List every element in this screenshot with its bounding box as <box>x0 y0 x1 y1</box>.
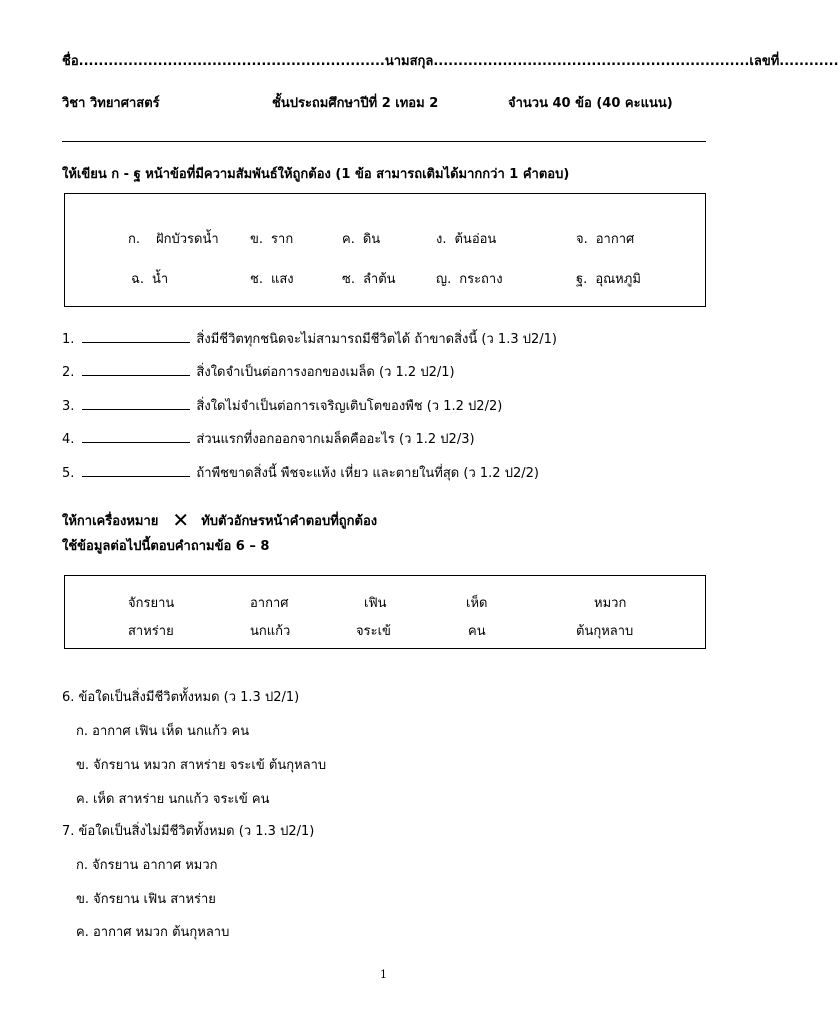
surname-label: นามสกุล <box>384 54 434 69</box>
part2-instruction: ให้กาเครื่องหมาย ✕ ทับตัวอักษรหน้าคำตอบที่ถูกต้อง <box>62 508 378 532</box>
answer-blank-1[interactable] <box>82 331 190 343</box>
x-mark-icon: ✕ <box>172 508 190 532</box>
choice-so-so: ซ. ลำต้น <box>342 272 396 287</box>
q6-option-kho-khwai[interactable]: ค. เห็ด สาหร่าย นกแก้ว จระเข้ คน <box>76 792 270 807</box>
question-2: 2. สิ่งใดจำเป็นต่อการงอกของเมล็ด (ว 1.2 ป2/1) <box>62 365 455 380</box>
name-dots: .............................................................. <box>78 54 385 69</box>
answer-blank-2[interactable] <box>82 364 190 376</box>
answer-blank-5[interactable] <box>82 465 190 477</box>
choice-tho-than: ฐ. อุณหภูมิ <box>576 272 641 287</box>
q6-option-ko[interactable]: ก. อากาศ เฟิน เห็ด นกแก้ว คน <box>76 724 250 739</box>
question-6: 6. ข้อใดเป็นสิ่งมีชีวิตทั้งหมด (ว 1.3 ป2/1) <box>62 690 300 705</box>
question-5: 5. ถ้าพืชขาดสิ่งนี้ พืชจะแห้ง เหี่ยว และตายในที่สุด (ว 1.2 ป2/2) <box>62 466 539 481</box>
part1-instruction: ให้เขียน ก - ฐ หน้าข้อที่มีความสัมพันธ์ให้ถูกต้อง (1 ข้อ สามารถเติมได้มากกว่า 1 คำตอบ) <box>62 167 570 182</box>
word-item: เฟิน <box>364 596 387 611</box>
word-item: สาหร่าย <box>128 624 174 639</box>
choice-yo-ying: ญ. กระถาง <box>436 272 503 287</box>
choice-ko: ก. ฝักบัวรดน้ำ <box>128 232 219 247</box>
name-label: ชื่อ <box>62 54 79 69</box>
choice-ngo: ง. ต้นอ่อน <box>436 232 497 247</box>
choice-cho-ching: ฉ. น้ำ <box>131 272 169 287</box>
choice-kho-khwai: ค. ดิน <box>342 232 381 247</box>
header-divider <box>62 141 706 142</box>
word-item: เห็ด <box>466 596 488 611</box>
question-4: 4. ส่วนแรกที่งอกออกจากเมล็ดคืออะไร (ว 1.2 ป2/3) <box>62 432 475 447</box>
page-number: 1 <box>380 968 387 981</box>
grade-label: ชั้นประถมศึกษาปีที่ 2 เทอม 2 <box>272 96 439 111</box>
choice-kho: ข. ราก <box>250 232 294 247</box>
number-label: เลขที่ <box>749 54 780 69</box>
number-dots: ............ <box>779 54 839 69</box>
q7-option-kho[interactable]: ข. จักรยาน เฟิน สาหร่าย <box>76 892 216 907</box>
choice-cho: จ. อากาศ <box>576 232 635 247</box>
word-item: คน <box>468 624 486 639</box>
word-item: จระเข้ <box>356 624 391 639</box>
word-item: ต้นกุหลาบ <box>576 624 634 639</box>
q7-option-kho-khwai[interactable]: ค. อากาศ หมวก ต้นกุหลาบ <box>76 925 230 940</box>
choice-cho-chang: ช. แสง <box>250 272 294 287</box>
q7-option-ko[interactable]: ก. จักรยาน อากาศ หมวก <box>76 858 218 873</box>
part2-instruction2: ใช้ข้อมูลต่อไปนี้ตอบคำถามข้อ 6 – 8 <box>62 539 270 554</box>
subject-label: วิชา วิทยาศาสตร์ <box>62 96 160 111</box>
amount-label: จำนวน 40 ข้อ (40 คะแนน) <box>508 96 673 111</box>
word-item: อากาศ <box>250 596 289 611</box>
q6-option-kho[interactable]: ข. จักรยาน หมวก สาหร่าย จระเข้ ต้นกุหลาบ <box>76 758 327 773</box>
word-item: นกแก้ว <box>250 624 291 639</box>
question-7: 7. ข้อใดเป็นสิ่งไม่มีชีวิตทั้งหมด (ว 1.3 ป2/1) <box>62 824 315 839</box>
answer-blank-4[interactable] <box>82 431 190 443</box>
choices-box <box>64 193 706 307</box>
name-line <box>62 50 839 71</box>
surname-dots: ................................................................ <box>433 54 750 69</box>
word-item: จักรยาน <box>128 596 175 611</box>
question-1: 1. สิ่งมีชีวิตทุกชนิดจะไม่สามารถมีชีวิตได้ ถ้าขาดสิ่งนี้ (ว 1.3 ป2/1) <box>62 332 557 347</box>
question-3: 3. สิ่งใดไม่จำเป็นต่อการเจริญเติบโตของพืช (ว 1.2 ป2/2) <box>62 399 503 414</box>
word-item: หมวก <box>594 596 627 611</box>
answer-blank-3[interactable] <box>82 398 190 410</box>
